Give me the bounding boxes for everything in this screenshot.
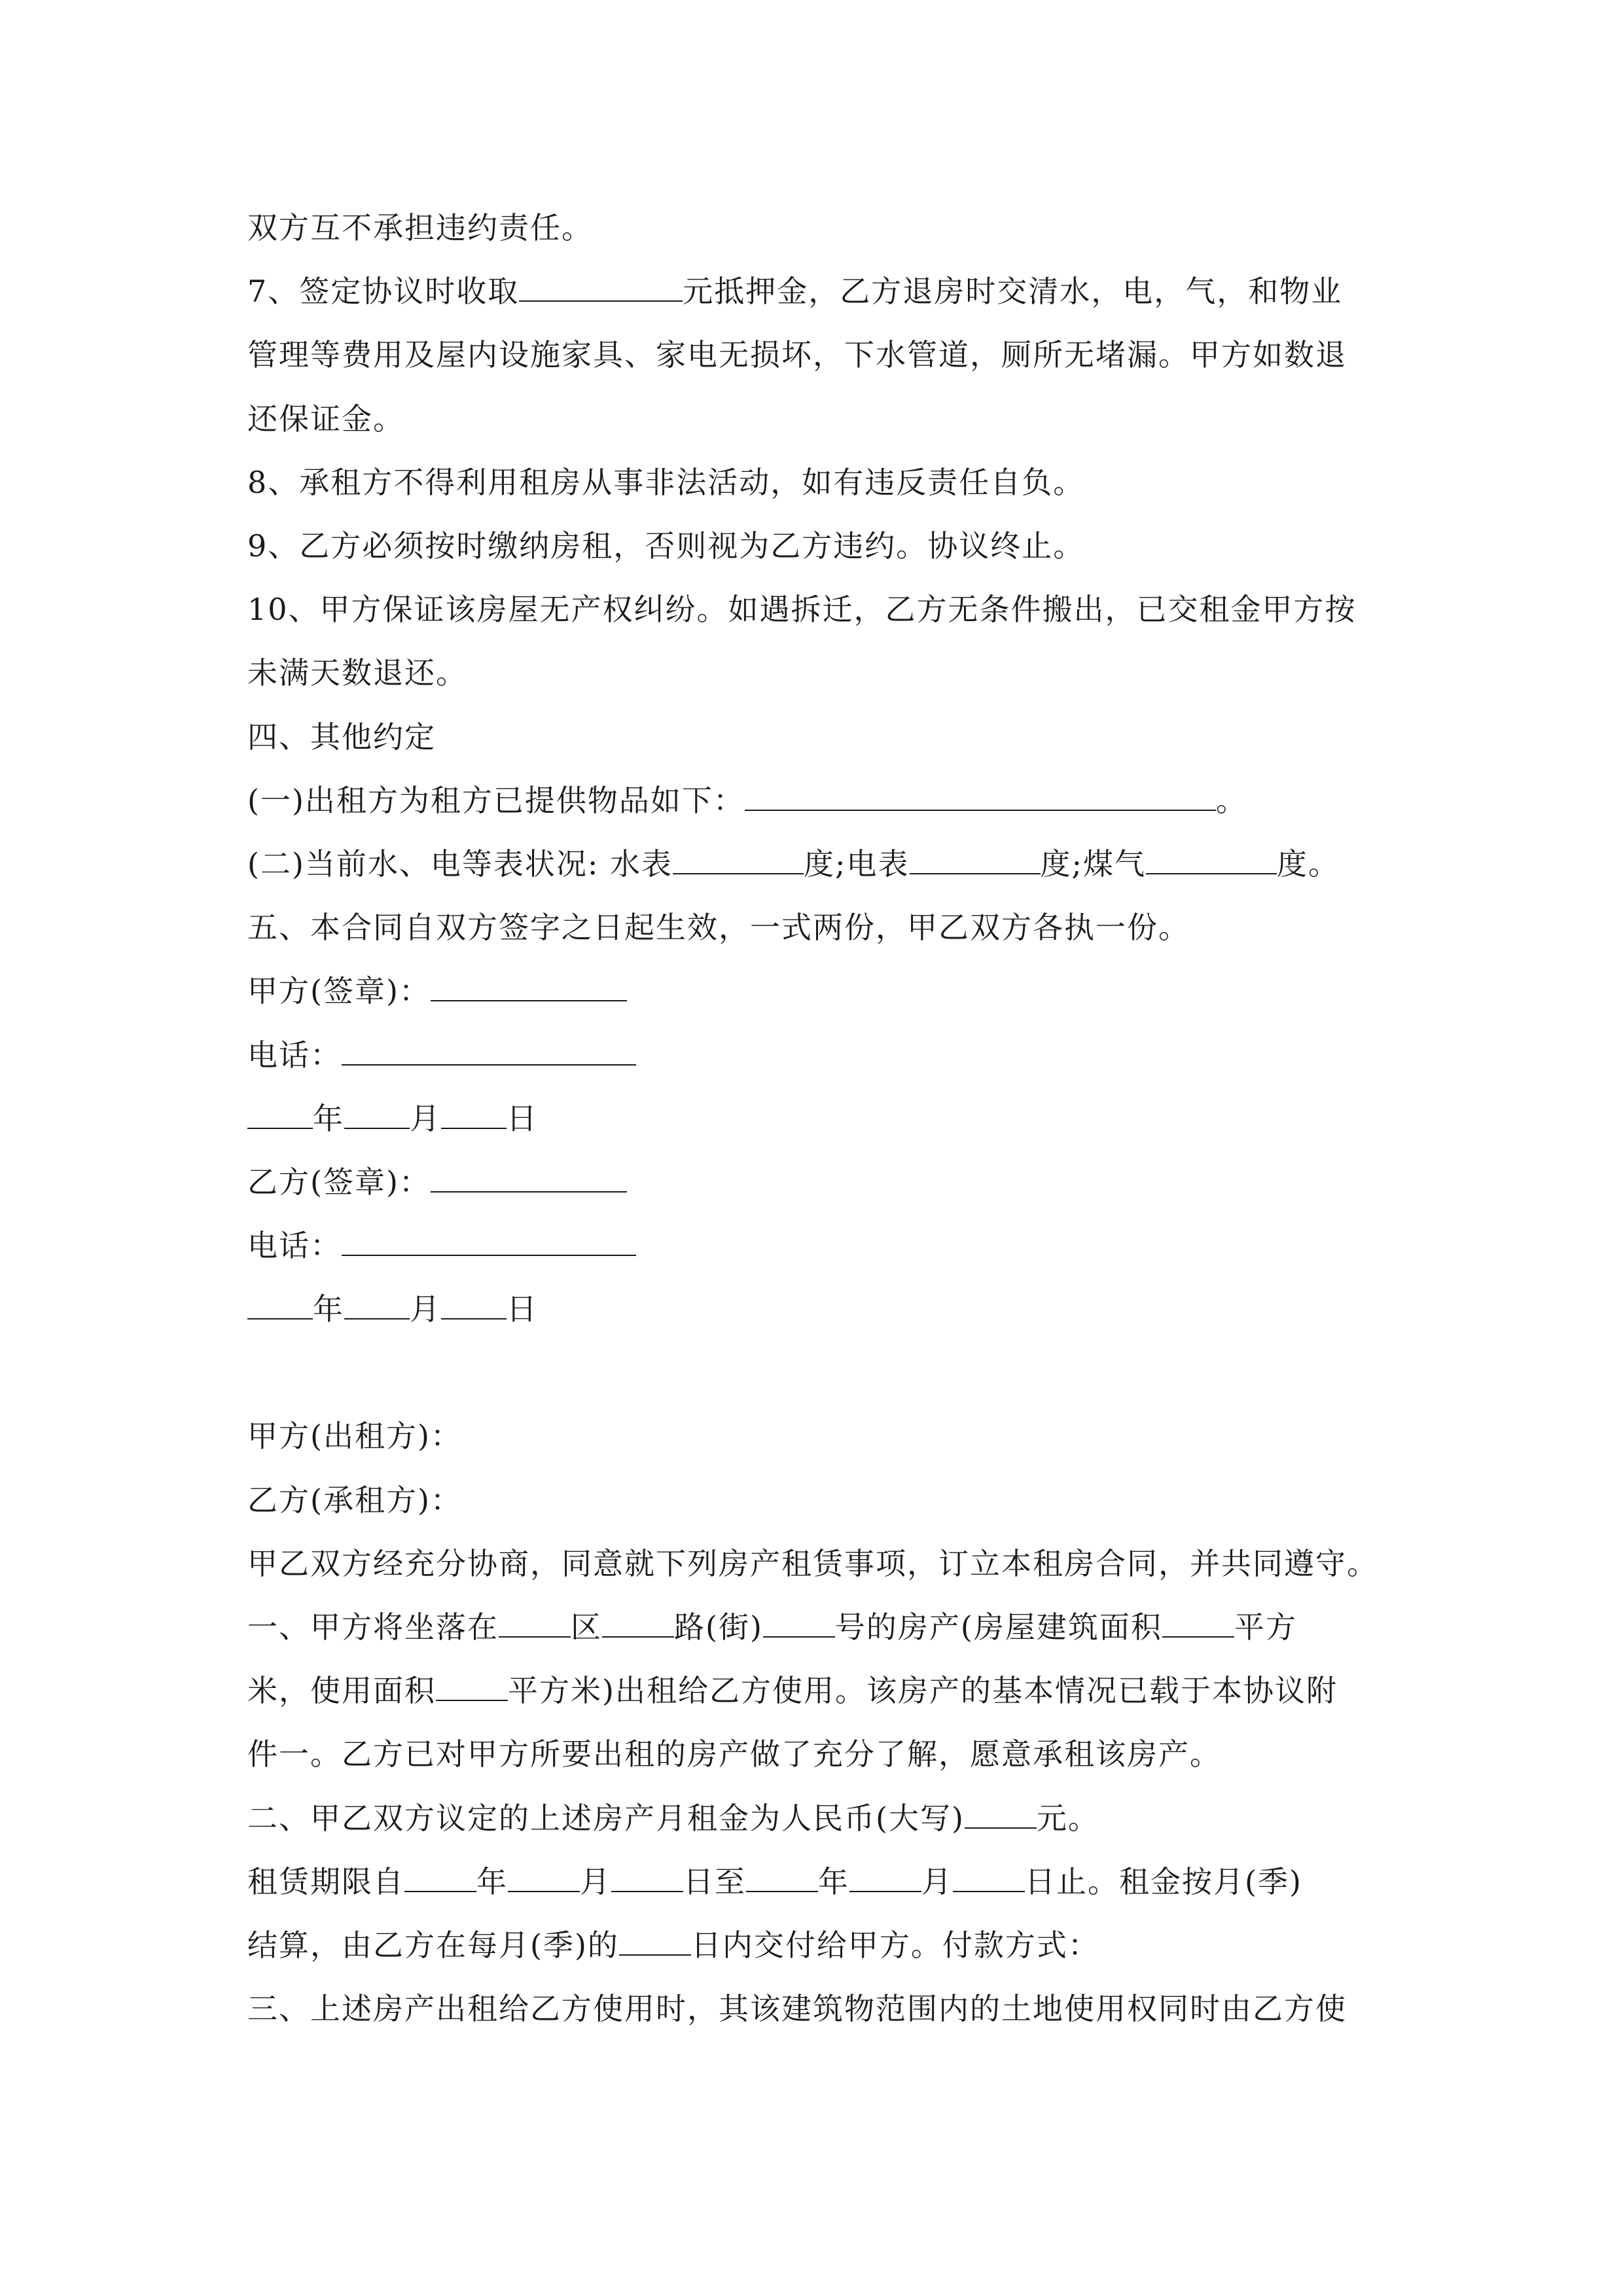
text-line	[247, 653, 467, 692]
text-line	[247, 971, 627, 1011]
text-segment: 月	[410, 1291, 441, 1327]
text-line	[247, 463, 1084, 502]
text-segment: 路(街)	[674, 1609, 763, 1645]
text-segment: 还保证金。	[247, 401, 404, 437]
text-segment: 四、其他约定	[247, 719, 436, 755]
text-line	[247, 908, 1190, 947]
fill-in-blank[interactable]	[745, 781, 1216, 811]
text-segment: 月	[580, 1864, 611, 1899]
fill-in-blank[interactable]	[441, 1099, 507, 1129]
text-segment: 平方	[1234, 1609, 1297, 1645]
text-segment: 区	[571, 1609, 602, 1645]
text-segment: 年	[313, 1291, 344, 1327]
fill-in-blank[interactable]	[247, 1289, 313, 1319]
fill-in-blank[interactable]	[602, 1607, 674, 1638]
fill-in-blank[interactable]	[910, 844, 1041, 874]
text-line	[247, 1226, 636, 1265]
text-segment: 。	[1215, 783, 1247, 818]
text-segment: 乙方(承租方)：	[247, 1482, 462, 1518]
text-line	[247, 1607, 1297, 1647]
fill-in-blank[interactable]	[1162, 1607, 1234, 1638]
text-segment: 度;煤气	[1040, 846, 1147, 882]
text-line	[247, 335, 1347, 374]
text-line	[247, 399, 404, 439]
text-segment: 日至	[683, 1864, 746, 1899]
text-segment: (二)当前水、电等表状况: 水表	[247, 846, 673, 882]
text-segment: 甲方(出租方)：	[247, 1418, 462, 1454]
text-segment: 日止。租金按月(季)	[1025, 1864, 1302, 1899]
text-segment: 年	[476, 1864, 508, 1899]
fill-in-blank[interactable]	[1146, 844, 1277, 874]
text-line	[247, 208, 593, 247]
text-segment: 8、承租方不得利用租房从事非法活动，如有违反责任自负。	[247, 465, 1085, 500]
text-line	[247, 1416, 462, 1456]
text-line	[247, 1099, 538, 1138]
text-segment: 三、上述房产出租给乙方使用时，其该建筑物范围内的土地使用权同时由乙方使	[247, 1991, 1347, 2026]
text-segment: 元抵押金，乙方退房时交清水，电，气，和物业	[683, 274, 1343, 309]
text-segment: 年	[313, 1101, 344, 1136]
text-line	[247, 1926, 1099, 1965]
fill-in-blank[interactable]	[344, 1099, 410, 1129]
text-segment: 日	[507, 1101, 538, 1136]
fill-in-blank[interactable]	[431, 1162, 627, 1193]
text-segment: 度。	[1277, 846, 1340, 882]
text-segment: 10、甲方保证该房屋无产权纠纷。如遇拆迁，乙方无条件搬出，已交租金甲方按	[247, 592, 1357, 627]
fill-in-blank[interactable]	[965, 1799, 1037, 1829]
text-segment: 电话：	[247, 1037, 342, 1073]
text-line	[247, 1035, 636, 1075]
text-segment: 日	[507, 1291, 538, 1327]
text-segment: 二、甲乙双方议定的上述房产月租金为人民币(大写)	[247, 1801, 965, 1836]
text-segment: 双方互不承担违约责任。	[247, 210, 593, 245]
text-segment: 号的房产(房屋建筑面积	[834, 1609, 1162, 1645]
fill-in-blank[interactable]	[849, 1862, 921, 1892]
text-segment: 件一。乙方已对甲方所要出租的房产做了充分了解，愿意承租该房产。	[247, 1736, 1221, 1772]
text-segment: (一)出租方为租方已提供物品如下：	[247, 783, 745, 818]
fill-in-blank[interactable]	[763, 1607, 835, 1638]
text-segment: 未满天数退还。	[247, 655, 467, 691]
text-segment: 月	[921, 1864, 953, 1899]
fill-in-blank[interactable]	[344, 1289, 410, 1319]
fill-in-blank[interactable]	[441, 1289, 507, 1319]
text-line	[247, 1989, 1347, 2028]
fill-in-blank[interactable]	[673, 844, 804, 874]
text-segment: 电话：	[247, 1228, 342, 1263]
text-line	[247, 1289, 538, 1329]
fill-in-blank[interactable]	[611, 1862, 683, 1892]
fill-in-blank[interactable]	[342, 1226, 636, 1256]
fill-in-blank[interactable]	[508, 1862, 580, 1892]
text-line	[247, 1799, 1099, 1838]
text-segment: 年	[818, 1864, 849, 1899]
text-line	[247, 590, 1357, 629]
fill-in-blank[interactable]	[746, 1862, 818, 1892]
fill-in-blank[interactable]	[404, 1862, 476, 1892]
fill-in-blank[interactable]	[247, 1099, 313, 1129]
text-segment: 米，使用面积	[247, 1673, 436, 1708]
text-segment: 一、甲方将坐落在	[247, 1609, 499, 1645]
text-segment: 租赁期限自	[247, 1864, 404, 1899]
text-line	[247, 717, 436, 757]
fill-in-blank[interactable]	[953, 1862, 1025, 1892]
text-segment: 月	[410, 1101, 441, 1136]
text-segment: 日内交付给甲方。付款方式：	[690, 1928, 1099, 1963]
text-line	[247, 1544, 1378, 1583]
text-segment: 乙方(签章)：	[247, 1164, 431, 1200]
fill-in-blank[interactable]	[431, 971, 627, 1001]
text-segment: 7、签定协议时收取	[247, 274, 520, 309]
fill-in-blank[interactable]	[499, 1607, 571, 1638]
text-line	[247, 1671, 1338, 1710]
fill-in-blank[interactable]	[342, 1035, 636, 1066]
text-segment: 元。	[1036, 1801, 1099, 1836]
text-segment: 管理等费用及屋内设施家具、家电无损坏，下水管道，厕所无堵漏。甲方如数退	[247, 337, 1347, 372]
text-segment: 甲方(签章)：	[247, 973, 431, 1009]
text-line	[247, 1862, 1302, 1901]
text-line	[247, 1734, 1221, 1774]
text-segment: 结算，由乙方在每月(季)的	[247, 1928, 619, 1963]
text-segment: 度;电表	[804, 846, 910, 882]
text-line	[247, 781, 1247, 820]
text-segment: 五、本合同自双方签字之日起生效，一式两份，甲乙双方各执一份。	[247, 910, 1190, 945]
text-line	[247, 1480, 462, 1520]
text-line	[247, 526, 1084, 565]
fill-in-blank[interactable]	[619, 1926, 691, 1956]
text-segment: 平方米)出租给乙方使用。该房产的基本情况已载于本协议附	[508, 1673, 1338, 1708]
fill-in-blank[interactable]	[436, 1671, 508, 1701]
text-line	[247, 272, 1342, 311]
text-segment: 甲乙双方经充分协商，同意就下列房产租赁事项，订立本租房合同，并共同遵守。	[247, 1546, 1378, 1581]
text-line	[247, 1162, 627, 1202]
text-segment: 9、乙方必须按时缴纳房租，否则视为乙方违约。协议终止。	[247, 528, 1085, 564]
text-line	[247, 844, 1340, 884]
fill-in-blank[interactable]	[519, 272, 683, 302]
